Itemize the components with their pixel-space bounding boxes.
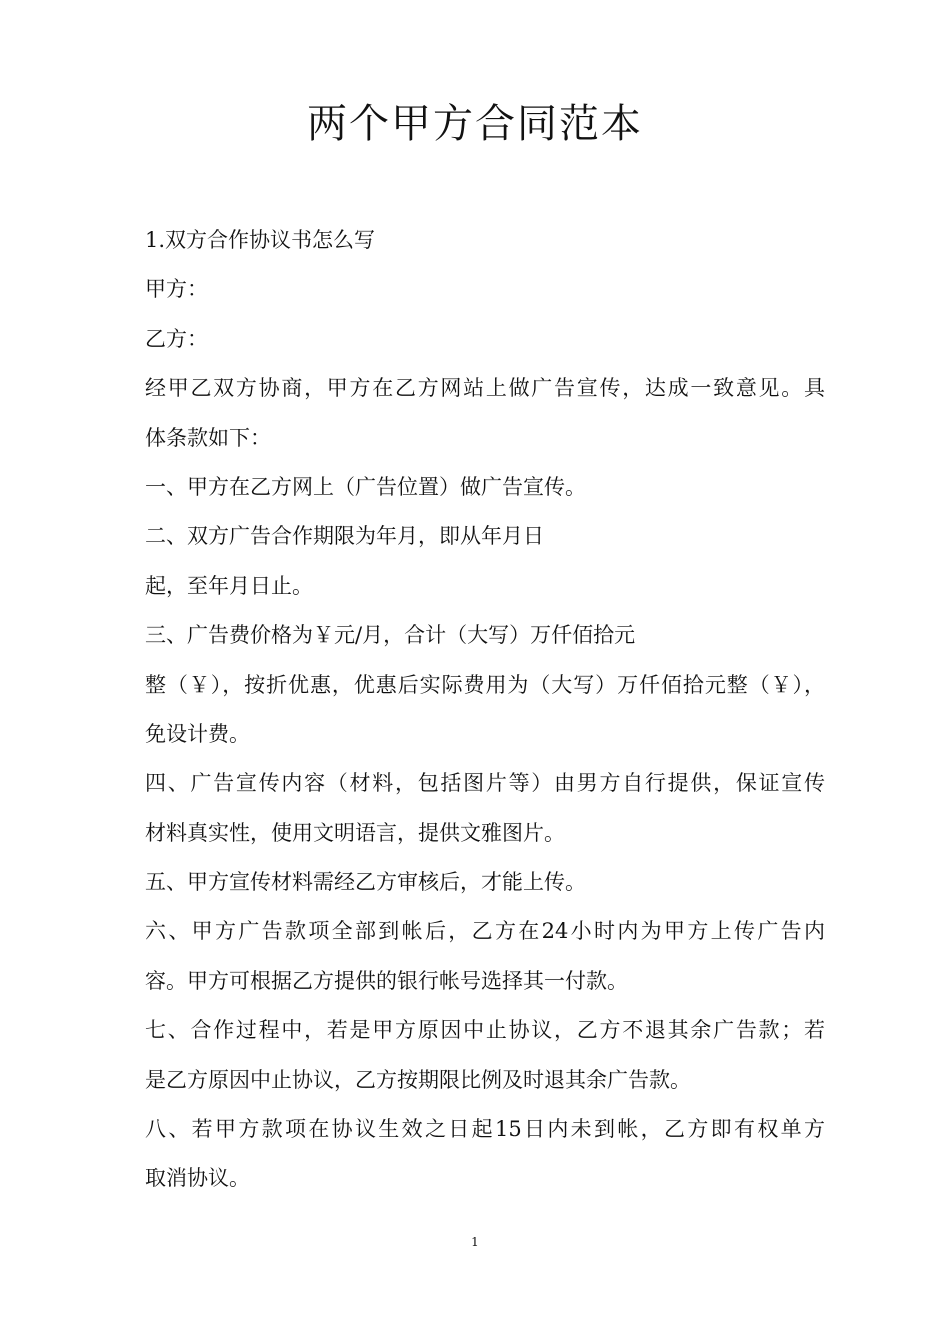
clause-7-line: 七、合作过程中，若是甲方原因中止协议，乙方不退其余广告款；若 (145, 1018, 825, 1043)
paragraph-line: 体条款如下： (145, 425, 271, 450)
clause-6-line: 容。甲方可根据乙方提供的银行帐号选择其一付款。 (145, 968, 628, 993)
clause-3-line: 免设计费。 (145, 721, 250, 746)
page-number: 1 (471, 1235, 479, 1249)
clause-8-line: 取消协议。 (145, 1166, 250, 1191)
clause-1-line: 一、甲方在乙方网上（广告位置）做广告宣传。 (145, 474, 586, 499)
document-body (145, 216, 825, 1204)
clause-4-line: 四、广告宣传内容（材料，包括图片等）由男方自行提供，保证宣传 (145, 771, 825, 796)
section-heading: 1.双方合作协议书怎么写 (145, 228, 376, 252)
clause-5-line: 五、甲方宣传材料需经乙方审核后，才能上传。 (145, 870, 586, 895)
clause-4-line: 材料真实性，使用文明语言，提供文雅图片。 (145, 820, 565, 845)
clause-3-line: 三、广告费价格为￥元/月，合计（大写）万仟佰拾元 (145, 623, 636, 648)
clause-8-line: 八、若甲方款项在协议生效之日起15日内未到帐，乙方即有权单方 (145, 1117, 825, 1142)
party-a-label: 甲方： (145, 277, 208, 302)
party-b-label: 乙方： (145, 326, 208, 351)
clause-3-line: 整（￥），按折优惠，优惠后实际费用为（大写）万仟佰拾元整（￥）， (145, 672, 825, 697)
clause-2-line: 起，至年月日止。 (145, 573, 313, 598)
paragraph-line: 经甲乙双方协商，甲方在乙方网站上做广告宣传，达成一致意见。具 (145, 376, 825, 401)
document-title: 两个甲方合同范本 (307, 101, 643, 147)
clause-2-line: 二、双方广告合作期限为年月，即从年月日 (145, 524, 544, 549)
clause-6-line: 六、甲方广告款项全部到帐后，乙方在24小时内为甲方上传广告内 (145, 919, 825, 944)
clause-7-line: 是乙方原因中止协议，乙方按期限比例及时退其余广告款。 (145, 1067, 691, 1092)
